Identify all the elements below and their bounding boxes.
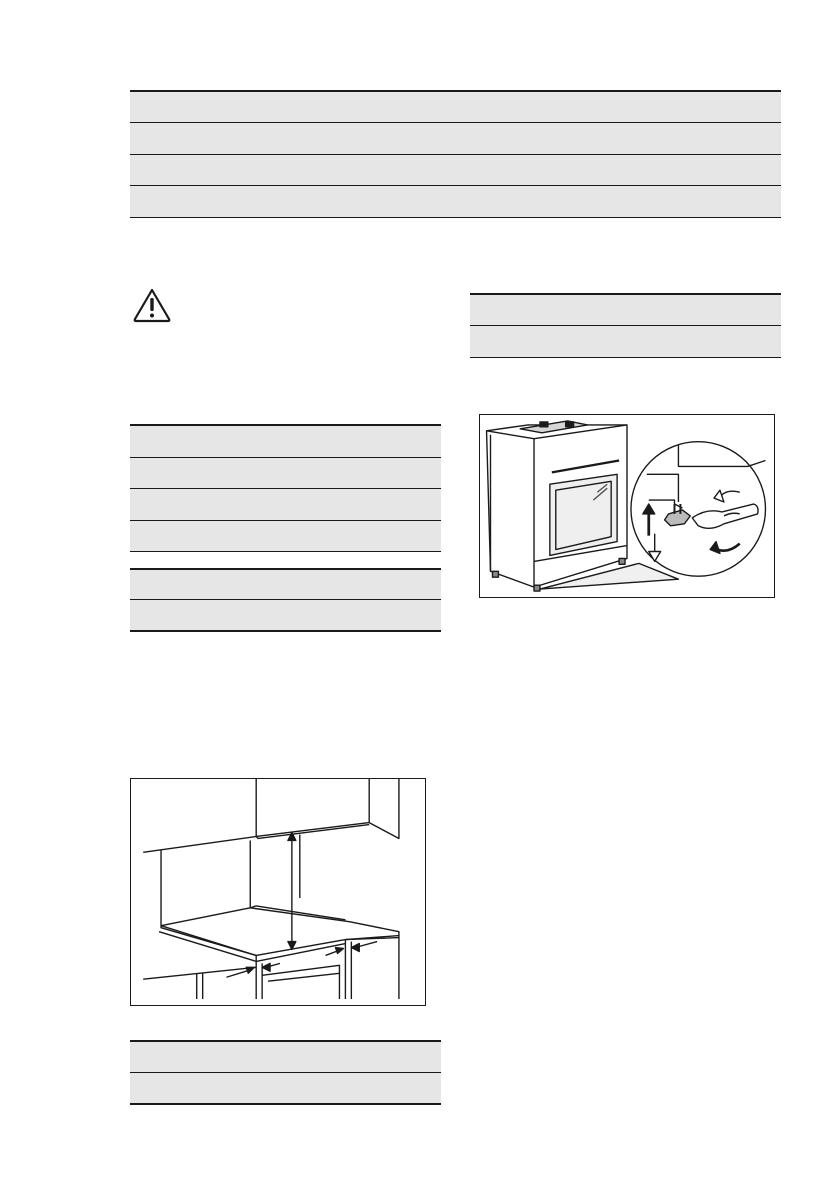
table-row	[130, 568, 441, 600]
left-table-a	[130, 424, 441, 552]
kitchen-installation-illustration	[130, 778, 426, 1006]
right-table	[470, 293, 781, 358]
oven-levelling-illustration	[479, 414, 775, 598]
table-row	[470, 293, 781, 326]
table-row	[130, 458, 441, 489]
table-row	[130, 600, 441, 632]
table-row	[130, 424, 441, 458]
table-row	[130, 123, 781, 155]
left-table-b	[130, 568, 441, 632]
top-table	[130, 90, 781, 218]
table-row	[470, 326, 781, 358]
table-row	[130, 1073, 441, 1105]
table-row	[130, 489, 441, 521]
table-row	[130, 90, 781, 123]
bottom-table	[130, 1040, 441, 1105]
table-row	[130, 155, 781, 186]
table-row	[130, 521, 441, 552]
table-row	[130, 1040, 441, 1073]
warning-icon	[132, 287, 172, 323]
table-row	[130, 186, 781, 218]
